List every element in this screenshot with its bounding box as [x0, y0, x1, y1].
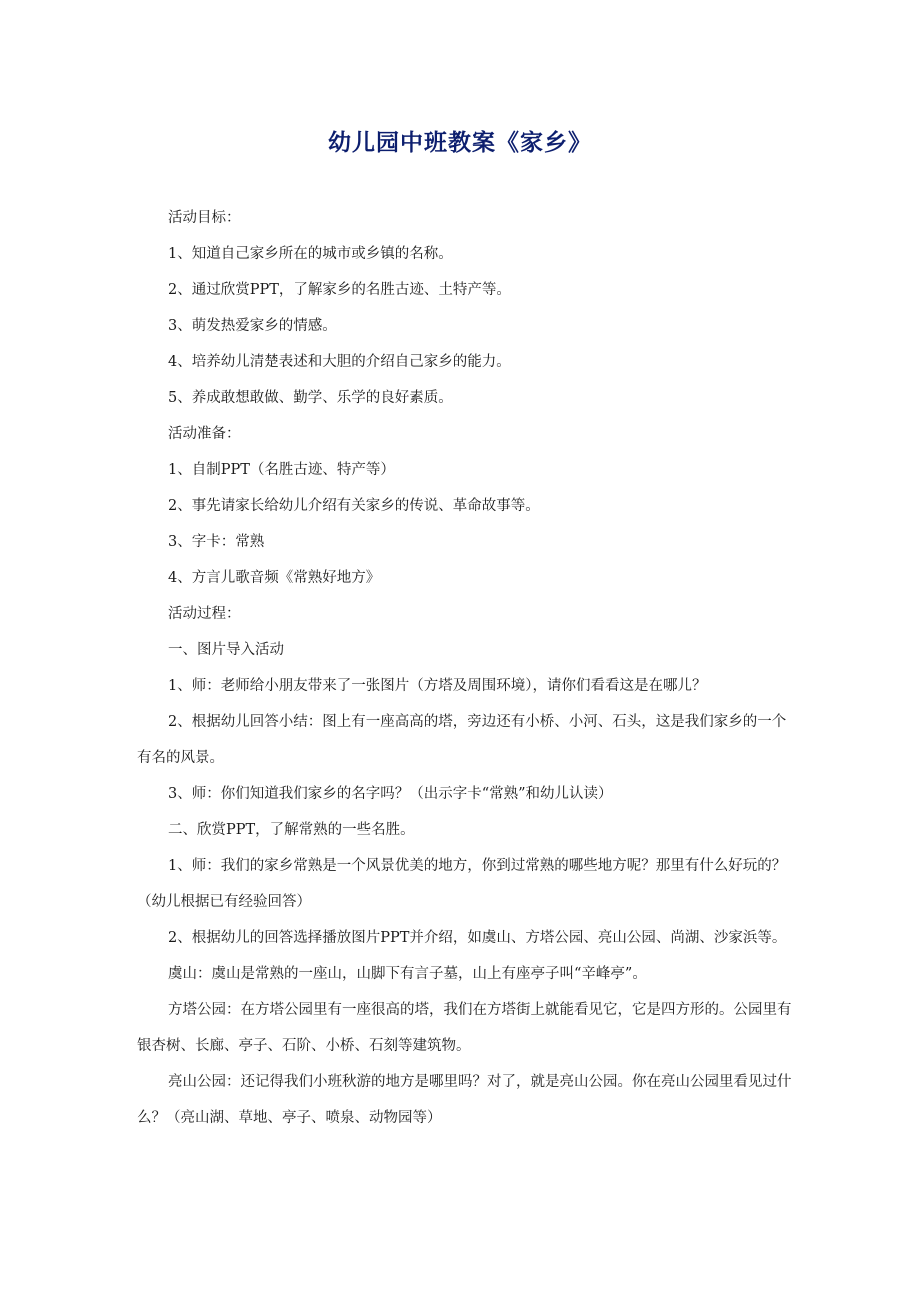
goal-item: 1、知道自己家乡所在的城市或乡镇的名称。 [168, 246, 453, 262]
process-item: 3、师：你们知道我们家乡的名字吗？（出示字卡“常熟”和幼儿认读） [168, 786, 613, 802]
document-title: 幼儿园中班教案《家乡》 [328, 130, 592, 156]
process-item: 1、师：我们的家乡常熟是一个风景优美的地方，你到过常熟的哪些地方呢？那里有什么好玩的？（幼儿根据已有经验回答） [137, 858, 787, 910]
process-item: 2、根据幼儿回答小结：图上有一座高高的塔，旁边还有小桥、小河、石头，这是我们家乡的一个有名的风景。 [137, 714, 787, 766]
scenic-spot-description: 虞山：虞山是常熟的一座山，山脚下有言子墓，山上有座亭子叫“辛峰亭”。 [168, 966, 647, 982]
goal-item: 2、通过欣赏PPT，了解家乡的名胜古迹、土特产等。 [168, 282, 511, 298]
goal-item: 3、萌发热爱家乡的情感。 [168, 318, 337, 334]
goal-item: 4、培养幼儿清楚表述和大胆的介绍自己家乡的能力。 [168, 354, 511, 370]
goal-item: 5、养成敢想敢做、勤学、乐学的良好素质。 [168, 390, 453, 406]
scenic-spot-description: 方塔公园：在方塔公园里有一座很高的塔，我们在方塔街上就能看见它，它是四方形的。公园里有银杏树、长廊、亭子、石阶、小桥、石刻等建筑物。 [137, 1002, 792, 1054]
process-step-heading: 一、图片导入活动 [168, 642, 284, 658]
section-heading-process: 活动过程： [168, 606, 241, 622]
preparation-item: 3、字卡：常熟 [168, 534, 265, 550]
scenic-spot-description: 亮山公园：还记得我们小班秋游的地方是哪里吗？对了，就是亮山公园。你在亮山公园里看见过什么？（亮山湖、草地、亭子、喷泉、动物园等） [137, 1074, 792, 1126]
process-item: 1、师：老师给小朋友带来了一张图片（方塔及周围环境），请你们看看这是在哪儿？ [168, 678, 707, 694]
process-item: 2、根据幼儿的回答选择播放图片PPT并介绍，如虞山、方塔公园、亮山公园、尚湖、沙家浜等。 [168, 930, 787, 946]
preparation-item: 4、方言儿歌音频《常熟好地方》 [168, 570, 381, 586]
document-body [137, 200, 797, 1136]
section-heading-goals: 活动目标： [168, 210, 241, 226]
preparation-item: 1、自制PPT（名胜古迹、特产等） [168, 462, 395, 478]
process-step-heading: 二、欣赏PPT，了解常熟的一些名胜。 [168, 822, 415, 838]
preparation-item: 2、事先请家长给幼儿介绍有关家乡的传说、革命故事等。 [168, 498, 540, 514]
section-heading-preparation: 活动准备： [168, 426, 241, 442]
